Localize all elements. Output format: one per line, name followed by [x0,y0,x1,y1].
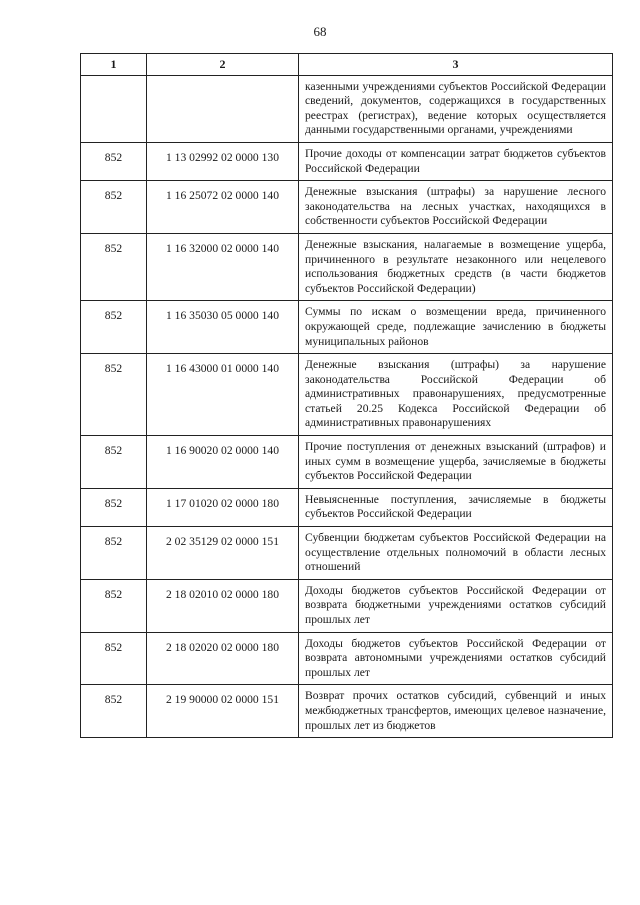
table-row [81,632,613,685]
table-row [81,436,613,489]
table-row [81,181,613,234]
admin-code-cell: 852 [81,233,147,300]
revenue-code-cell: 1 16 35030 05 0000 140 [147,301,299,354]
description-cell: Денежные взыскания (штрафы) за нарушение лесного законодательства на лесных участках, находящихся в собственности субъектов Российской Федерации [299,181,613,234]
table-row [81,301,613,354]
revenue-table [80,53,613,738]
description-cell: Возврат прочих остатков субсидий, субвенций и иных межбюджетных трансфертов, имеющих целевое назначение, прошлых лет из бюджетов [299,685,613,738]
table-row [81,233,613,300]
admin-code-cell: 852 [81,142,147,180]
description-cell: Доходы бюджетов субъектов Российской Федерации от возврата автономными учреждениями остатков субсидий прошлых лет [299,632,613,685]
description-cell: Прочие поступления от денежных взысканий (штрафов) и иных сумм в возмещение ущерба, зачисляемые в бюджеты субъектов Российской Федерации [299,436,613,489]
table-row [81,75,613,142]
admin-code-cell: 852 [81,301,147,354]
admin-code-cell: 852 [81,527,147,580]
admin-code-cell: 852 [81,632,147,685]
revenue-code-cell: 2 19 90000 02 0000 151 [147,685,299,738]
page-number: 68 [313,24,327,39]
revenue-code-cell: 2 18 02020 02 0000 180 [147,632,299,685]
table-row [81,488,613,526]
admin-code-cell [81,75,147,142]
description-cell: Невыясненные поступления, зачисляемые в бюджеты субъектов Российской Федерации [299,488,613,526]
description-cell: Субвенции бюджетам субъектов Российской Федерации на осуществление отдельных полномочий в области лесных отношений [299,527,613,580]
revenue-code-cell: 1 17 01020 02 0000 180 [147,488,299,526]
admin-code-cell: 852 [81,685,147,738]
description-cell: Суммы по искам о возмещении вреда, причиненного окружающей среде, подлежащие зачислению в бюджеты муниципальных районов [299,301,613,354]
admin-code-cell: 852 [81,181,147,234]
header-col-1: 1 [81,54,147,76]
description-cell: Денежные взыскания, налагаемые в возмещение ущерба, причиненного в результате незаконного или нецелевого использования бюджетных средств (в части бюджетов субъектов Российской Федерации) [299,233,613,300]
description-cell: казенными учреждениями субъектов Российской Федерации сведений, документов, содержащихся в государственных реестрах (регистрах), ведение которых осуществляется данными государственными органами, учреждениями [299,75,613,142]
revenue-code-cell: 1 16 43000 01 0000 140 [147,354,299,436]
header-col-2: 2 [147,54,299,76]
description-cell: Доходы бюджетов субъектов Российской Федерации от возврата бюджетными учреждениями остатков субсидий прошлых лет [299,579,613,632]
table-header-row [81,54,613,76]
table-row [81,527,613,580]
description-cell: Прочие доходы от компенсации затрат бюджетов субъектов Российской Федерации [299,142,613,180]
table-row [81,354,613,436]
admin-code-cell: 852 [81,488,147,526]
revenue-code-cell: 1 13 02992 02 0000 130 [147,142,299,180]
table-row [81,685,613,738]
header-col-3: 3 [299,54,613,76]
revenue-code-cell: 1 16 25072 02 0000 140 [147,181,299,234]
revenue-code-cell: 1 16 90020 02 0000 140 [147,436,299,489]
revenue-code-cell: 2 18 02010 02 0000 180 [147,579,299,632]
table-row [81,579,613,632]
revenue-code-cell [147,75,299,142]
admin-code-cell: 852 [81,354,147,436]
description-cell: Денежные взыскания (штрафы) за нарушение законодательства Российской Федерации об административных правонарушениях, предусмотренные статьей 20.25 Кодекса Российской Федерации об административных правонарушениях [299,354,613,436]
table-row [81,142,613,180]
admin-code-cell: 852 [81,436,147,489]
admin-code-cell: 852 [81,579,147,632]
revenue-code-cell: 1 16 32000 02 0000 140 [147,233,299,300]
revenue-code-cell: 2 02 35129 02 0000 151 [147,527,299,580]
